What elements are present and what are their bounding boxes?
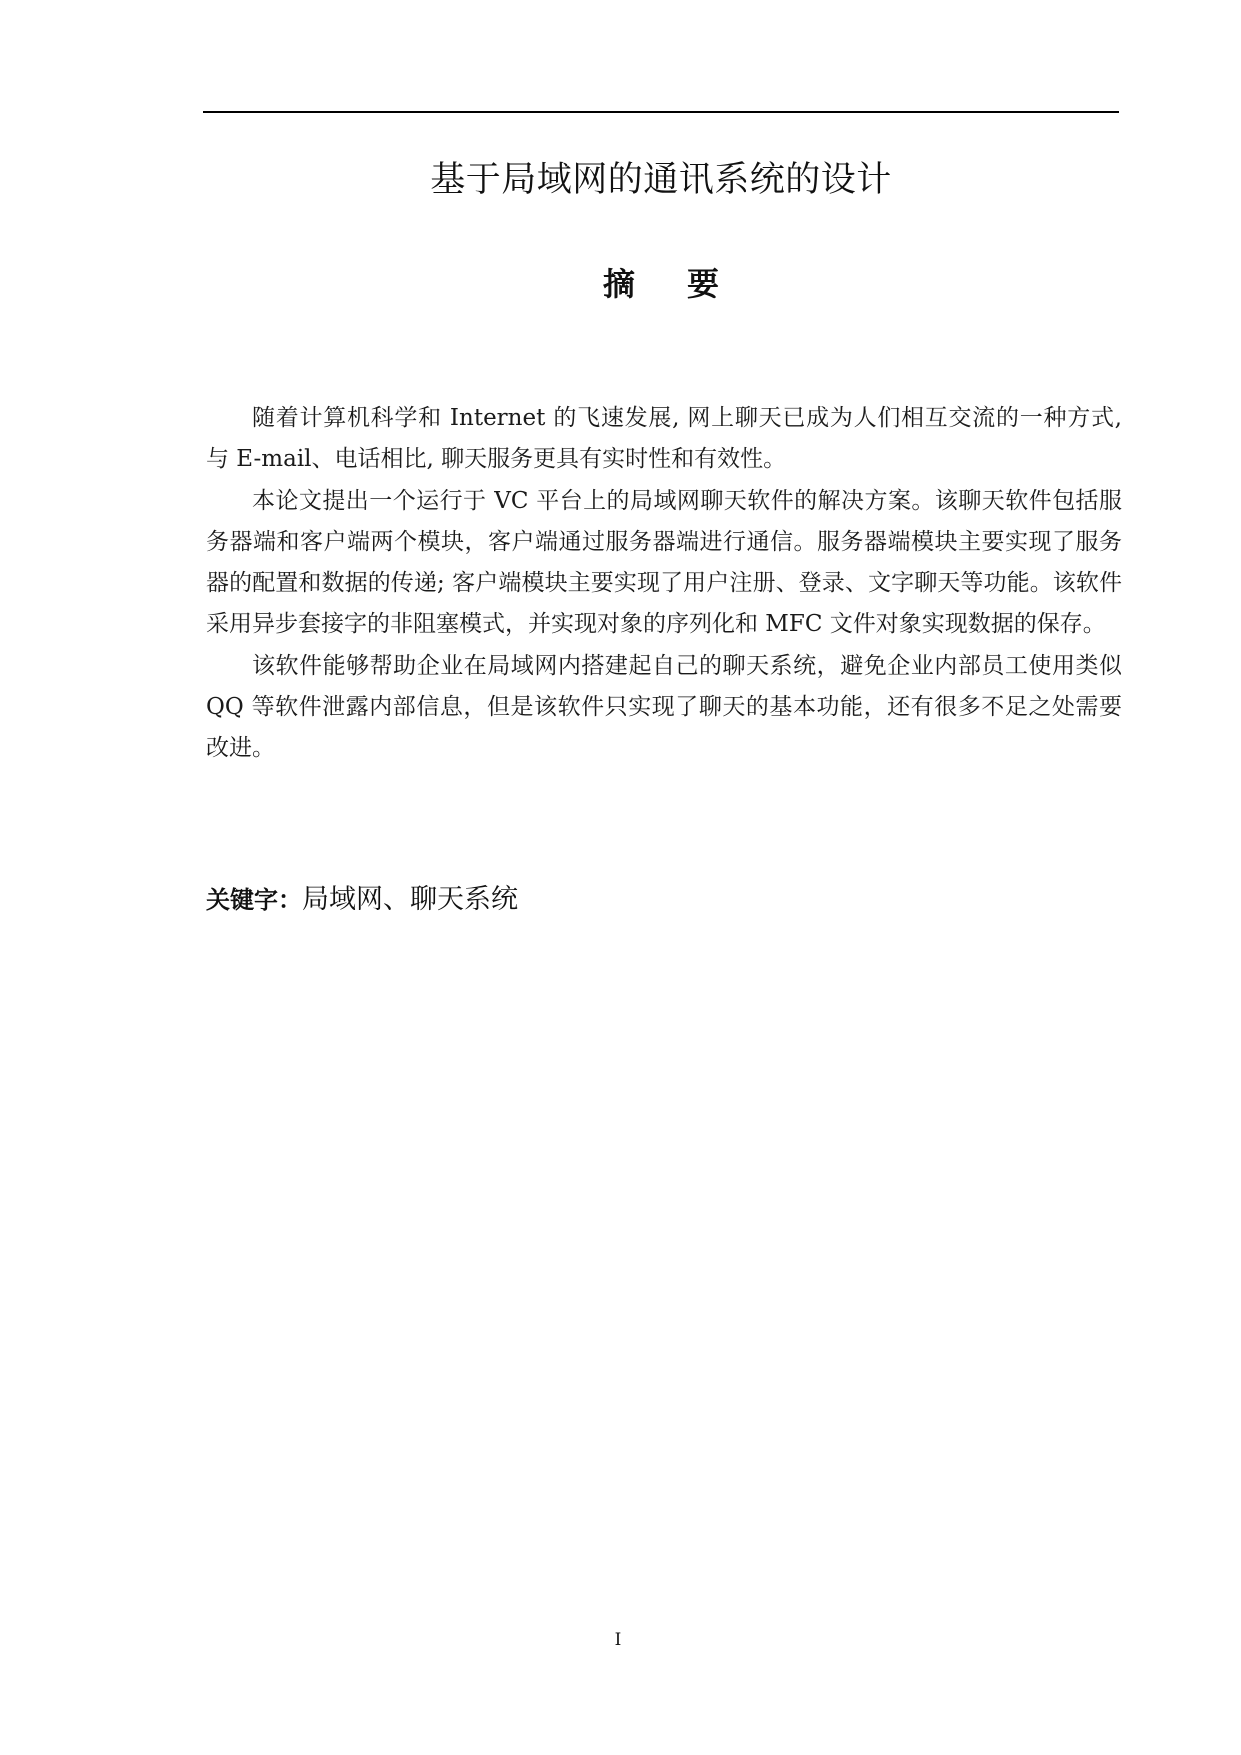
header-rule — [203, 111, 1119, 113]
keywords-value: 局域网、聊天系统 — [302, 884, 518, 915]
abstract-heading-char-1: 摘 — [602, 265, 635, 303]
abstract-body — [206, 398, 1122, 770]
document-title: 基于局域网的通讯系统的设计 — [430, 160, 892, 200]
abstract-paragraph-3: 该软件能够帮助企业在局域网内搭建起自己的聊天系统，避免企业内部员工使用类似 QQ 等软件泄露内部信息，但是该软件只实现了聊天的基本功能，还有很多不足之处需要改进。 — [206, 652, 1122, 762]
keywords-line — [206, 883, 1122, 917]
page-number: I — [614, 1630, 622, 1650]
abstract-heading — [203, 264, 1119, 304]
keywords-label: 关键字： — [206, 886, 302, 914]
abstract-paragraph-2: 本论文提出一个运行于 VC 平台上的局域网聊天软件的解决方案。该聊天软件包括服务器端和客户端两个模块，客户端通过服务器端进行通信。服务器端模块主要实现了服务器的配置和数据的传递; 客户端模块主要实现了用户注册、登录、文字聊天等功能。该软件采用异步套接字的非阻塞模式，并实现对象的序列化和 MFC 文件对象实现数据的保存。 — [206, 487, 1122, 638]
abstract-heading-char-2: 要 — [687, 265, 720, 303]
abstract-paragraph-1: 随着计算机科学和 Internet 的飞速发展, 网上聊天已成为人们相互交流的一种方式, 与 E-mail、电话相比, 聊天服务更具有实时性和有效性。 — [206, 405, 1122, 473]
